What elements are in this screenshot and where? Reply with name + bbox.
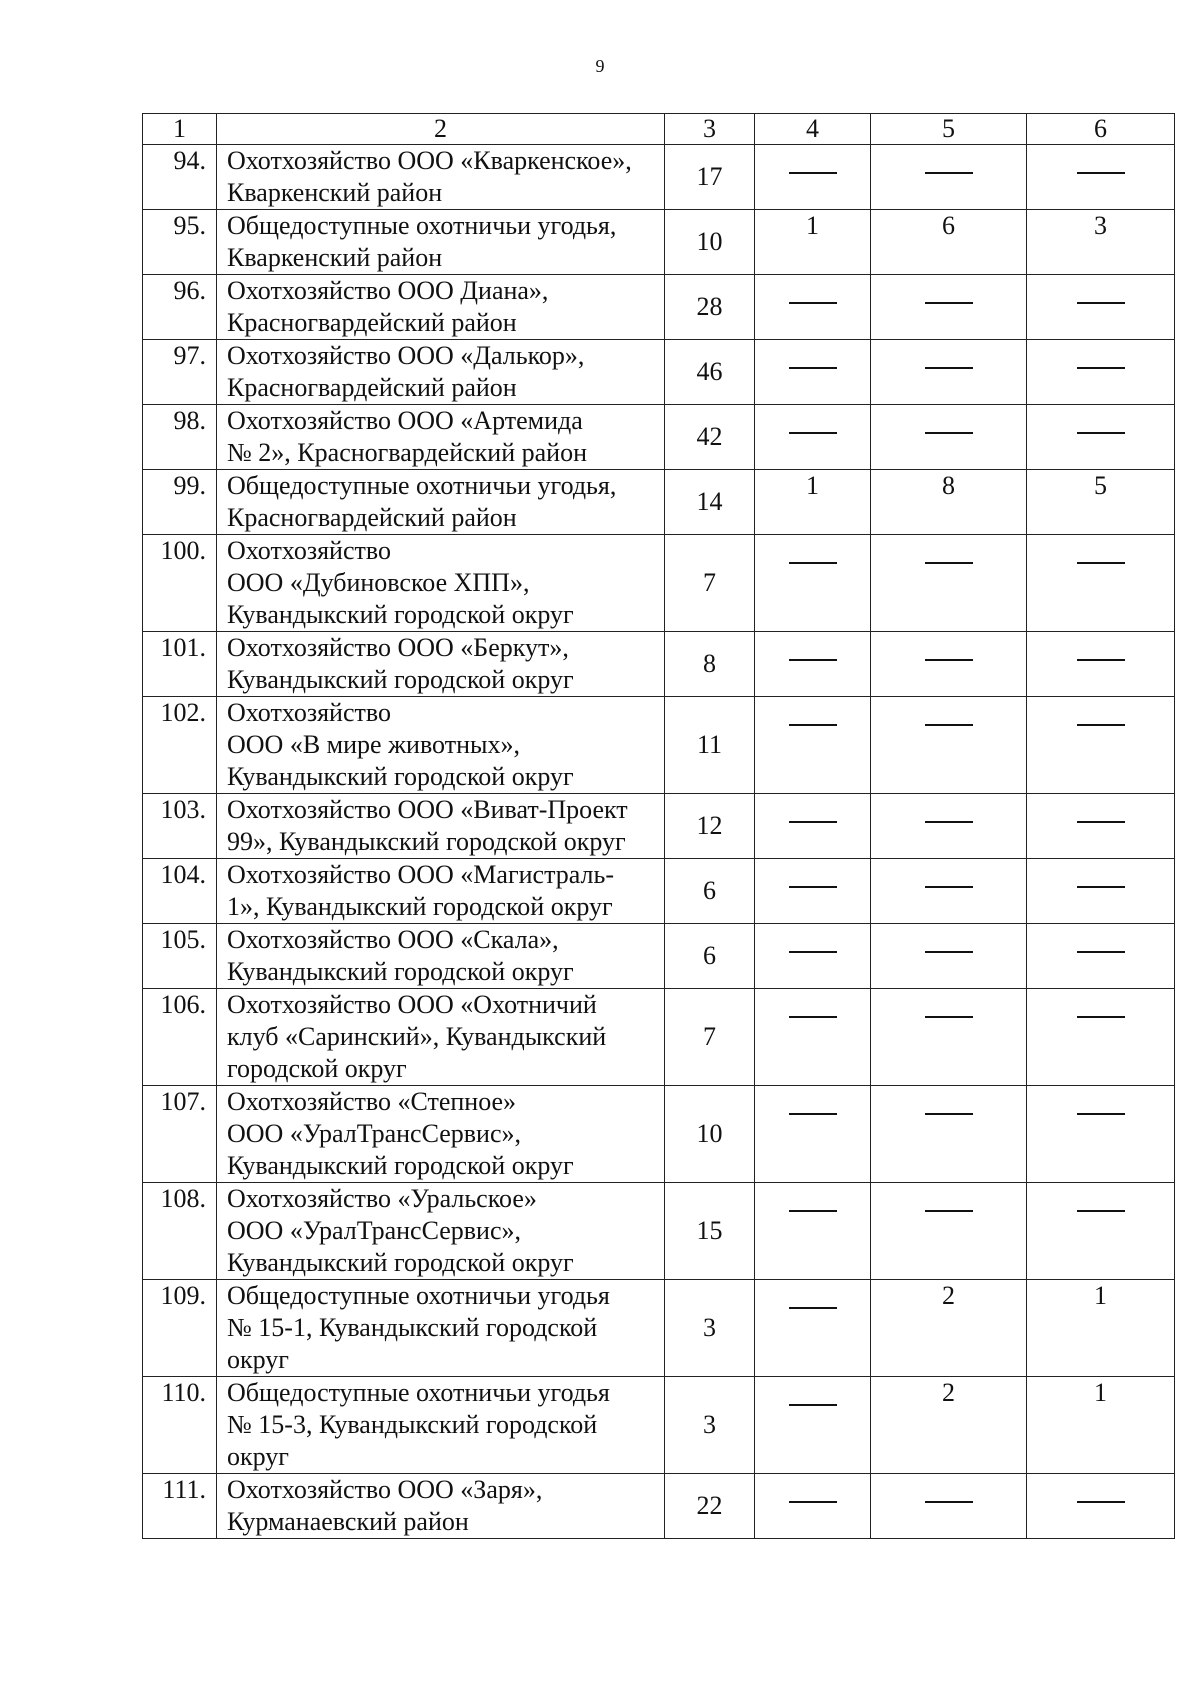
dash-mark [925, 821, 973, 823]
col-3-value: 3 [665, 1280, 755, 1377]
table-row [143, 794, 1175, 859]
col-5-value: 6 [871, 210, 1027, 275]
col-3-value: 8 [665, 632, 755, 697]
row-number: 108. [143, 1183, 217, 1280]
col-5-value [871, 794, 1027, 859]
hunting-ground-name [217, 1086, 665, 1183]
col-4-value [755, 340, 871, 405]
dash-mark [925, 172, 973, 174]
table-body [143, 114, 1175, 1539]
dash-mark [789, 1113, 837, 1115]
dash-mark [925, 302, 973, 304]
name-line: 1», Кувандыкский городской округ [227, 892, 613, 921]
hunting-ground-name [217, 859, 665, 924]
row-number: 110. [143, 1377, 217, 1474]
name-line: Охотхозяйство ООО «Кваркенское», [227, 146, 632, 175]
col-3-value: 10 [665, 210, 755, 275]
col-5-value: 2 [871, 1377, 1027, 1474]
table-row [143, 1474, 1175, 1539]
col-4-value [755, 1377, 871, 1474]
name-line: Общедоступные охотничьи угодья [227, 1281, 610, 1310]
hunting-ground-name [217, 340, 665, 405]
hunting-ground-name [217, 1183, 665, 1280]
name-line: Красногвардейский район [227, 503, 517, 532]
table-row [143, 340, 1175, 405]
row-number: 94. [143, 145, 217, 210]
dash-mark [1077, 724, 1125, 726]
dash-mark [1077, 659, 1125, 661]
table-row [143, 1280, 1175, 1377]
dash-mark [925, 432, 973, 434]
col-5-value [871, 989, 1027, 1086]
name-line: Охотхозяйство [227, 698, 391, 727]
col-4-value [755, 535, 871, 632]
col-6-value [1027, 405, 1175, 470]
name-line: Кувандыкский городской округ [227, 665, 574, 694]
header-col-3: 3 [665, 114, 755, 145]
name-line: Охотхозяйство ООО «Скала», [227, 925, 559, 954]
col-3-value: 14 [665, 470, 755, 535]
col-4-value [755, 632, 871, 697]
row-number: 107. [143, 1086, 217, 1183]
row-number: 104. [143, 859, 217, 924]
name-line: Охотхозяйство ООО «Магистраль- [227, 860, 615, 889]
header-col-1: 1 [143, 114, 217, 145]
col-4-value: 1 [755, 470, 871, 535]
col-6-value [1027, 989, 1175, 1086]
name-line: № 15-1, Кувандыкский городской [227, 1313, 598, 1342]
name-line: клуб «Саринский», Кувандыкский [227, 1022, 607, 1051]
col-3-value: 28 [665, 275, 755, 340]
col-6-value [1027, 632, 1175, 697]
dash-mark [925, 1113, 973, 1115]
row-number: 103. [143, 794, 217, 859]
row-number: 98. [143, 405, 217, 470]
dash-mark [789, 1210, 837, 1212]
header-col-4: 4 [755, 114, 871, 145]
col-6-value [1027, 1086, 1175, 1183]
col-6-value [1027, 859, 1175, 924]
table-row [143, 1086, 1175, 1183]
table-row [143, 632, 1175, 697]
name-line: Общедоступные охотничьи угодья [227, 1378, 610, 1407]
name-line: Кувандыкский городской округ [227, 1248, 574, 1277]
col-3-value: 7 [665, 989, 755, 1086]
col-3-value: 6 [665, 859, 755, 924]
dash-mark [789, 1404, 837, 1406]
col-5-value [871, 1086, 1027, 1183]
col-5-value [871, 697, 1027, 794]
table-row [143, 1377, 1175, 1474]
dash-mark [789, 724, 837, 726]
col-3-value: 17 [665, 145, 755, 210]
dash-mark [789, 659, 837, 661]
col-5-value [871, 145, 1027, 210]
table-row [143, 989, 1175, 1086]
col-4-value: 1 [755, 210, 871, 275]
col-5-value [871, 340, 1027, 405]
hunting-ground-name [217, 535, 665, 632]
col-4-value [755, 1183, 871, 1280]
row-number: 111. [143, 1474, 217, 1539]
table-row [143, 924, 1175, 989]
col-5-value [871, 535, 1027, 632]
dash-mark [925, 724, 973, 726]
col-3-value: 42 [665, 405, 755, 470]
hunting-ground-name [217, 1474, 665, 1539]
dash-mark [789, 821, 837, 823]
header-col-2: 2 [217, 114, 665, 145]
dash-mark [789, 432, 837, 434]
col-3-value: 15 [665, 1183, 755, 1280]
col-6-value [1027, 535, 1175, 632]
dash-mark [1077, 1501, 1125, 1503]
name-line: № 15-3, Кувандыкский городской [227, 1410, 598, 1439]
dash-mark [789, 951, 837, 953]
col-6-value: 3 [1027, 210, 1175, 275]
dash-mark [789, 1016, 837, 1018]
col-4-value [755, 145, 871, 210]
table-header-row [143, 114, 1175, 145]
dash-mark [925, 367, 973, 369]
table-row [143, 145, 1175, 210]
col-6-value [1027, 924, 1175, 989]
table-row [143, 210, 1175, 275]
col-5-value: 8 [871, 470, 1027, 535]
col-3-value: 12 [665, 794, 755, 859]
table-row [143, 470, 1175, 535]
dash-mark [1077, 367, 1125, 369]
dash-mark [789, 886, 837, 888]
header-col-5: 5 [871, 114, 1027, 145]
dash-mark [1077, 1016, 1125, 1018]
col-5-value [871, 1183, 1027, 1280]
dash-mark [1077, 1210, 1125, 1212]
name-line: Охотхозяйство «Степное» [227, 1087, 517, 1116]
dash-mark [925, 1210, 973, 1212]
hunting-ground-name [217, 405, 665, 470]
col-4-value [755, 697, 871, 794]
name-line: Курманаевский район [227, 1507, 469, 1536]
name-line: Охотхозяйство ООО «Беркут», [227, 633, 569, 662]
table-row [143, 859, 1175, 924]
col-3-value: 7 [665, 535, 755, 632]
col-6-value: 1 [1027, 1280, 1175, 1377]
col-6-value [1027, 1183, 1175, 1280]
col-4-value [755, 405, 871, 470]
row-number: 96. [143, 275, 217, 340]
dash-mark [789, 1501, 837, 1503]
name-line: Общедоступные охотничьи угодья, [227, 471, 617, 500]
dash-mark [1077, 302, 1125, 304]
row-number: 106. [143, 989, 217, 1086]
col-5-value: 2 [871, 1280, 1027, 1377]
col-5-value [871, 405, 1027, 470]
name-line: Охотхозяйство ООО «Далькор», [227, 341, 585, 370]
name-line: Охотхозяйство ООО Диана», [227, 276, 549, 305]
hunting-ground-name [217, 275, 665, 340]
dash-mark [789, 367, 837, 369]
col-3-value: 46 [665, 340, 755, 405]
name-line: Кваркенский район [227, 243, 443, 272]
dash-mark [1077, 562, 1125, 564]
col-6-value [1027, 275, 1175, 340]
hunting-ground-name [217, 210, 665, 275]
name-line: округ [227, 1345, 289, 1374]
table-row [143, 1183, 1175, 1280]
col-4-value [755, 794, 871, 859]
col-6-value [1027, 1474, 1175, 1539]
col-4-value [755, 924, 871, 989]
col-6-value [1027, 340, 1175, 405]
name-line: 99», Кувандыкский городской округ [227, 827, 626, 856]
name-line: Красногвардейский район [227, 308, 517, 337]
col-5-value [871, 859, 1027, 924]
hunting-ground-name [217, 1280, 665, 1377]
col-4-value [755, 1474, 871, 1539]
dash-mark [789, 562, 837, 564]
hunting-ground-name [217, 794, 665, 859]
col-3-value: 11 [665, 697, 755, 794]
hunting-ground-name [217, 989, 665, 1086]
name-line: Охотхозяйство ООО «Заря», [227, 1475, 543, 1504]
hunting-ground-name [217, 145, 665, 210]
name-line: Охотхозяйство ООО «Виват-Проект [227, 795, 628, 824]
row-number: 95. [143, 210, 217, 275]
page-number: 9 [595, 56, 605, 76]
dash-mark [789, 302, 837, 304]
col-6-value [1027, 794, 1175, 859]
col-3-value: 10 [665, 1086, 755, 1183]
row-number: 109. [143, 1280, 217, 1377]
name-line: Охотхозяйство «Уральское» [227, 1184, 537, 1213]
name-line: Кувандыкский городской округ [227, 762, 574, 791]
table-row [143, 275, 1175, 340]
row-number: 102. [143, 697, 217, 794]
col-3-value: 3 [665, 1377, 755, 1474]
col-5-value [871, 275, 1027, 340]
col-5-value [871, 924, 1027, 989]
dash-mark [1077, 821, 1125, 823]
dash-mark [1077, 172, 1125, 174]
hunting-ground-name [217, 924, 665, 989]
name-line: ООО «УралТрансСервис», [227, 1119, 522, 1148]
col-4-value [755, 859, 871, 924]
hunting-ground-name [217, 697, 665, 794]
hunting-ground-name [217, 470, 665, 535]
dash-mark [925, 562, 973, 564]
name-line: Общедоступные охотничьи угодья, [227, 211, 617, 240]
col-6-value: 5 [1027, 470, 1175, 535]
col-3-value: 22 [665, 1474, 755, 1539]
name-line: Кувандыкский городской округ [227, 957, 574, 986]
row-number: 101. [143, 632, 217, 697]
row-number: 100. [143, 535, 217, 632]
hunting-grounds-table [142, 113, 1175, 1539]
hunting-ground-name [217, 1377, 665, 1474]
dash-mark [925, 1016, 973, 1018]
dash-mark [925, 951, 973, 953]
table-row [143, 697, 1175, 794]
col-3-value: 6 [665, 924, 755, 989]
header-col-6: 6 [1027, 114, 1175, 145]
name-line: Красногвардейский район [227, 373, 517, 402]
name-line: Охотхозяйство ООО «Охотничий [227, 990, 597, 1019]
col-4-value [755, 1280, 871, 1377]
name-line: ООО «В мире животных», [227, 730, 520, 759]
name-line: Охотхозяйство ООО «Артемида [227, 406, 583, 435]
dash-mark [925, 659, 973, 661]
row-number: 97. [143, 340, 217, 405]
name-line: Кваркенский район [227, 178, 443, 207]
name-line: Охотхозяйство [227, 536, 391, 565]
row-number: 99. [143, 470, 217, 535]
col-4-value [755, 275, 871, 340]
col-4-value [755, 1086, 871, 1183]
dash-mark [925, 1501, 973, 1503]
name-line: ООО «УралТрансСервис», [227, 1216, 522, 1245]
name-line: ООО «Дубиновское ХПП», [227, 568, 530, 597]
col-4-value [755, 989, 871, 1086]
col-5-value [871, 632, 1027, 697]
col-6-value: 1 [1027, 1377, 1175, 1474]
name-line: Кувандыкский городской округ [227, 600, 574, 629]
name-line: городской округ [227, 1054, 407, 1083]
col-5-value [871, 1474, 1027, 1539]
name-line: округ [227, 1442, 289, 1471]
dash-mark [1077, 886, 1125, 888]
dash-mark [789, 172, 837, 174]
name-line: Кувандыкский городской округ [227, 1151, 574, 1180]
table-row [143, 405, 1175, 470]
dash-mark [925, 886, 973, 888]
hunting-ground-name [217, 632, 665, 697]
table-row [143, 535, 1175, 632]
row-number: 105. [143, 924, 217, 989]
name-line: № 2», Красногвардейский район [227, 438, 587, 467]
col-6-value [1027, 145, 1175, 210]
dash-mark [1077, 432, 1125, 434]
dash-mark [789, 1307, 837, 1309]
col-6-value [1027, 697, 1175, 794]
dash-mark [1077, 951, 1125, 953]
dash-mark [1077, 1113, 1125, 1115]
